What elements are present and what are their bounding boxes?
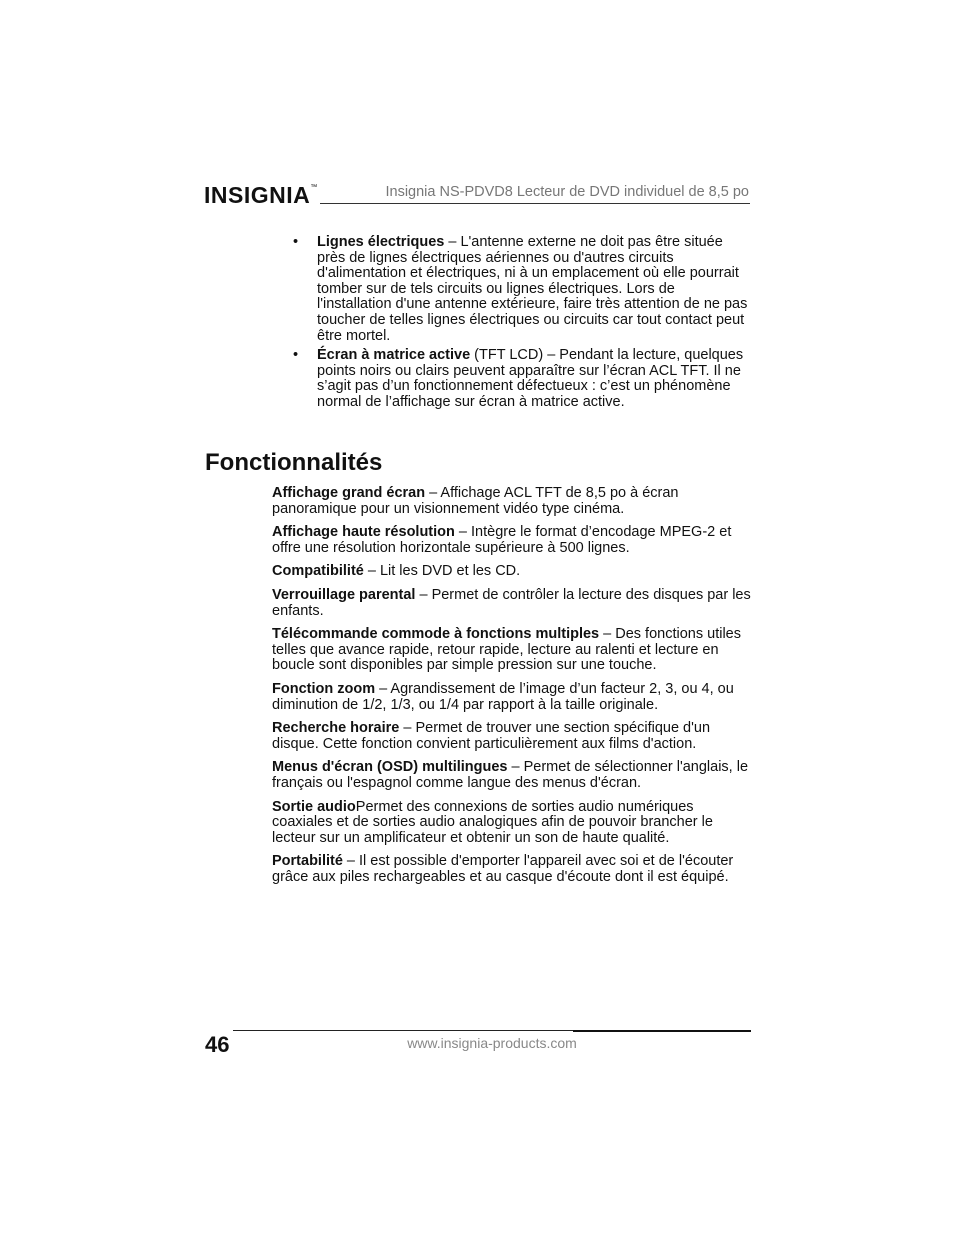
feature-text: – Agrandissement de l’image d’un facteur 2, 3, ou 4, ou diminution de 1/2, 1/3, ou 1/4 par rapport à la taille originale. [272,680,734,713]
feature-term: Affichage haute résolution [272,524,455,541]
feature-item [272,760,752,791]
feature-text: – Permet de trouver une section spécifique d'un disque. Cette fonction convient particulièrement aux films d'action. [272,720,711,752]
feature-item [272,588,752,619]
feature-term: Verrouillage parental [272,586,416,603]
feature-text: – Il est possible d'emporter l'appareil avec soi et de l'écouter grâce aux piles rechargeables et au casque d'écoute dont il est équipé. [272,853,734,885]
bullet-text: (TFT LCD) – Pendant la lecture, quelques points noirs ou clairs peuvent apparaître sur l’écran ACL TFT. Il ne s’agit pas d’un fonctionnement défectueux : c’est un phénomène normal de l’affichage sur écran à matrice active. [317,347,744,410]
logo-text: INSIGNIA [204,182,311,208]
feature-text: Permet des connexions de sorties audio numériques coaxiales et de sorties audio analogiques afin de pouvoir brancher le lecteur sur un amplificateur et obtenir un son de haute qualité. [272,798,713,846]
feature-item [272,682,752,713]
feature-item [272,721,752,752]
insignia-logo [204,182,318,209]
bullet-marker: • [293,347,299,364]
feature-item [272,525,752,556]
feature-term: Compatibilité [272,563,364,580]
feature-term: Fonction zoom [272,680,376,697]
feature-item [272,486,752,517]
feature-item [272,627,752,674]
feature-item [272,800,752,847]
section-title: Fonctionnalités [205,449,383,476]
feature-term: Sortie audio [272,798,356,815]
feature-item [272,564,752,580]
feature-text: – Des fonctions utiles telles que avance rapide, retour rapide, lecture au ralenti et lecture en boucle sont disponibles par simple pression sur une touche. [272,626,741,674]
header-rule [320,203,750,204]
footer-url: www.insignia-products.com [407,1035,577,1051]
bullet-marker: • [293,234,299,250]
logo-trademark: ™ [310,184,318,191]
feature-term: Affichage grand écran [272,485,426,501]
bullet-item [293,348,753,410]
bullet-text: – L'antenne externe ne doit pas être située près de lignes électriques aériennes ou d'autres circuits d'alimentation et électriques, ni à un emplacement où elle pourrait tomber sur de tels circuits ou lignes électriques. Lors de l'installation d'une antenne extérieure, faire très attention de ne pas toucher de telles lignes électriques ou circuits car tout contact peut être mortel. [317,234,748,344]
page-number: 46 [205,1032,230,1057]
feature-text: – Affichage ACL TFT de 8,5 po à écran panoramique pour un visionnement vidéo type cinéma. [272,485,679,517]
bullet-list [293,235,753,415]
feature-item [272,854,752,885]
footer-rule-accent [573,1030,751,1032]
feature-text: – Permet de contrôler la lecture des disques par les enfants. [272,586,751,619]
feature-term: Télécommande commode à fonctions multiples [272,626,600,643]
feature-term: Menus d'écran (OSD) multilingues [272,759,508,776]
feature-text: – Lit les DVD et les CD. [363,563,521,580]
bullet-term: Lignes électriques [317,234,445,250]
bullet-item [293,235,753,344]
feature-list [272,486,752,893]
feature-term: Portabilité [272,853,343,870]
feature-text: – Intègre le format d’encodage MPEG-2 et offre une résolution horizontale supérieure à 500 lignes. [272,524,732,556]
feature-term: Recherche horaire [272,720,400,737]
feature-text: – Permet de sélectionner l'anglais, le français ou l'espagnol comme langue des menus d'écran. [272,759,749,791]
running-header: Insignia NS-PDVD8 Lecteur de DVD individuel de 8,5 po [385,184,749,200]
bullet-term: Écran à matrice active [317,347,471,364]
